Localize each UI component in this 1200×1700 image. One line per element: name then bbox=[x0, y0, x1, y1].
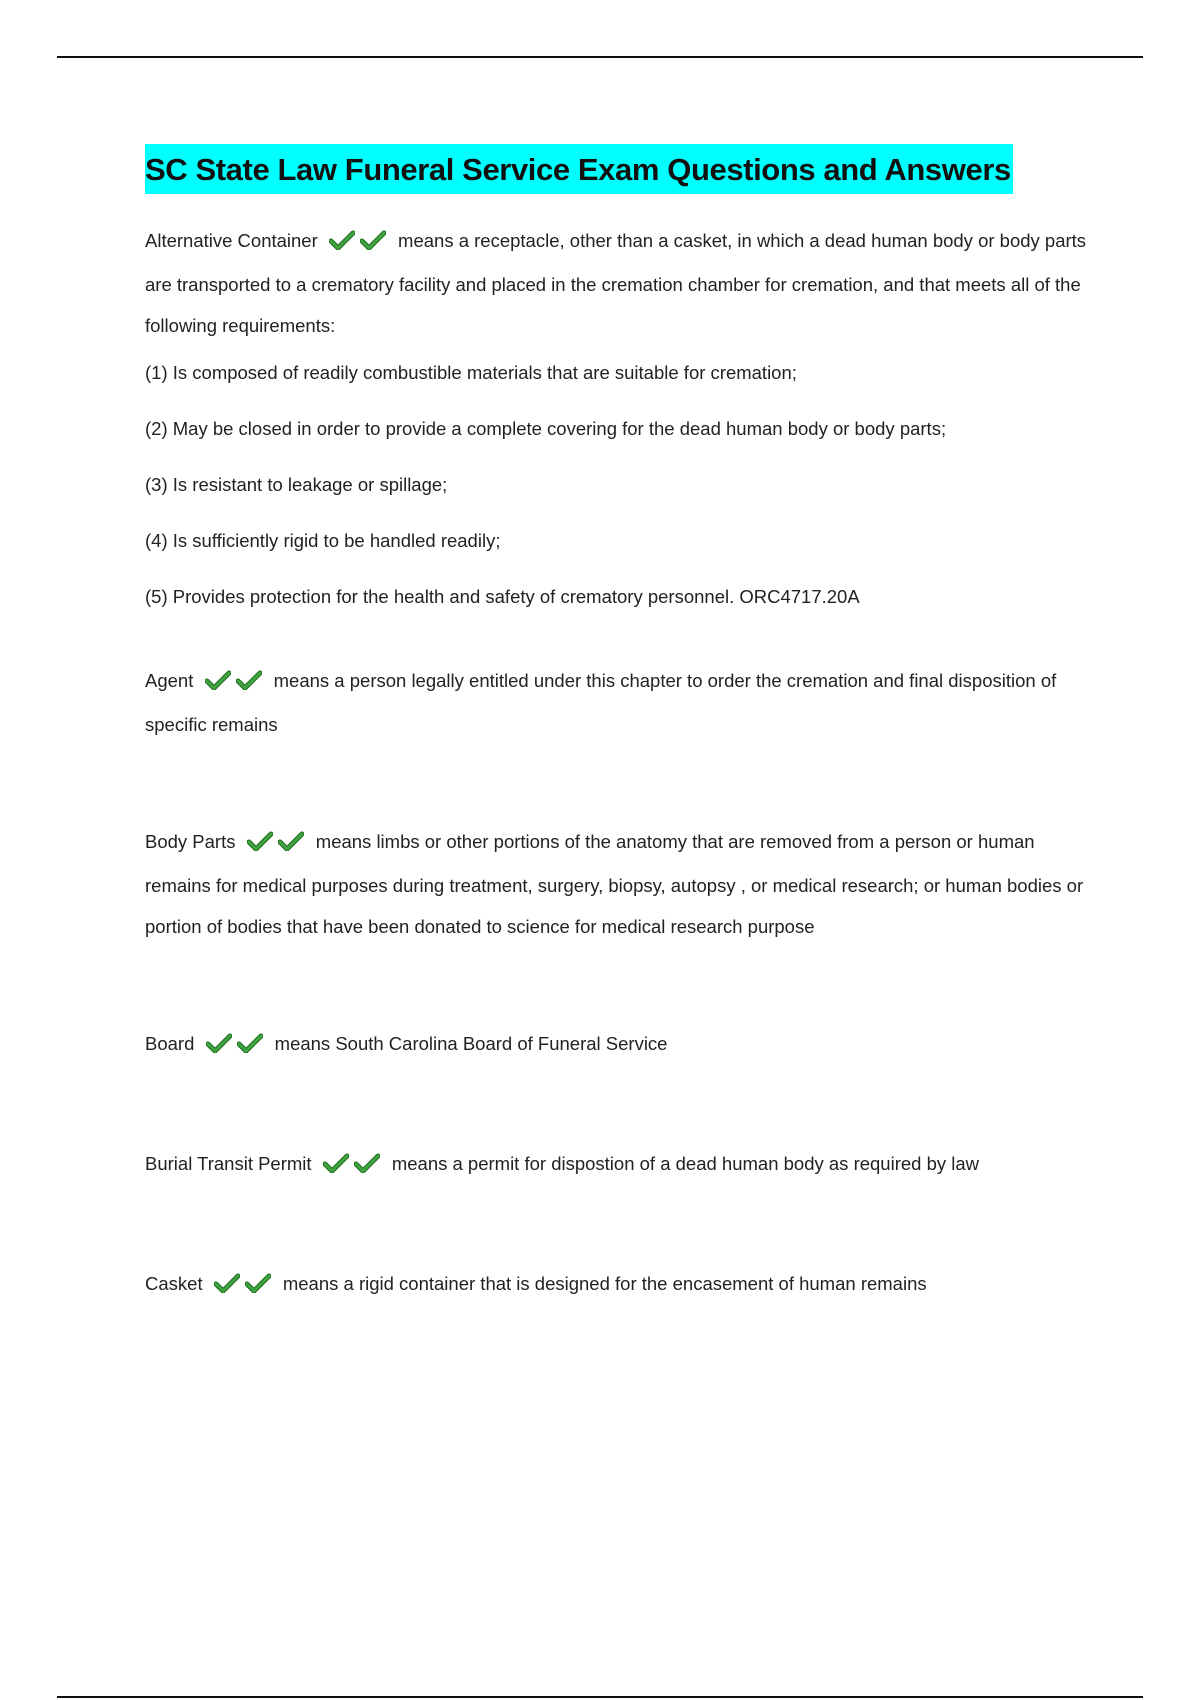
answer-checks bbox=[205, 663, 267, 704]
top-rule bbox=[57, 56, 1143, 58]
term-entry bbox=[145, 1143, 1095, 1187]
check-mark-icon bbox=[205, 670, 231, 690]
check-mark-icon bbox=[278, 831, 304, 851]
document-body bbox=[145, 144, 1095, 1307]
check-mark-icon bbox=[245, 1273, 271, 1293]
term-label: Alternative Container bbox=[145, 230, 318, 251]
term-definition: means a rigid container that is designed for the encasement of human remains bbox=[282, 1273, 927, 1294]
term-label: Body Parts bbox=[145, 831, 236, 852]
check-mark-icon bbox=[206, 1033, 232, 1053]
term-entry bbox=[145, 1023, 1095, 1067]
list-item: (3) Is resistant to leakage or spillage; bbox=[145, 474, 448, 495]
list-item: (1) Is composed of readily combustible materials that are suitable for cremation; bbox=[145, 362, 797, 383]
term-label: Agent bbox=[145, 670, 194, 691]
answer-checks bbox=[206, 1026, 268, 1067]
check-mark-icon bbox=[354, 1153, 380, 1173]
answer-checks bbox=[323, 1146, 385, 1187]
list-item: (4) Is sufficiently rigid to be handled readily; bbox=[145, 530, 501, 551]
check-mark-icon bbox=[236, 670, 262, 690]
check-mark-icon bbox=[323, 1153, 349, 1173]
check-mark-icon bbox=[329, 230, 355, 250]
term-definition: means South Carolina Board of Funeral Service bbox=[274, 1033, 668, 1054]
list-item: (2) May be closed in order to provide a complete covering for the dead human body or body parts; bbox=[145, 418, 947, 439]
bottom-rule bbox=[57, 1696, 1143, 1698]
check-mark-icon bbox=[247, 831, 273, 851]
term-entry bbox=[145, 821, 1095, 947]
term-label: Burial Transit Permit bbox=[145, 1153, 312, 1174]
term-definition: means limbs or other portions of the anatomy that are removed from a person or human remains for medical purposes during treatment, surgery, biopsy, autopsy , or medical research; or human bodies or portion of bodies that have been donated to science for medical research purpose bbox=[145, 831, 1084, 937]
requirements-list bbox=[145, 360, 1095, 610]
term-label: Casket bbox=[145, 1273, 203, 1294]
check-mark-icon bbox=[360, 230, 386, 250]
title-wrap bbox=[145, 144, 1095, 200]
term-label: Board bbox=[145, 1033, 195, 1054]
answer-checks bbox=[214, 1266, 276, 1307]
term-definition: means a permit for dispostion of a dead human body as required by law bbox=[391, 1153, 980, 1174]
term-entry bbox=[145, 660, 1095, 745]
list-item: (5) Provides protection for the health and safety of crematory personnel. ORC4717.20A bbox=[145, 586, 860, 607]
term-entry bbox=[145, 1263, 1095, 1307]
check-mark-icon bbox=[237, 1033, 263, 1053]
term-entry bbox=[145, 220, 1095, 610]
answer-checks bbox=[247, 824, 309, 865]
page-title: SC State Law Funeral Service Exam Questions and Answers bbox=[145, 144, 1013, 194]
check-mark-icon bbox=[214, 1273, 240, 1293]
answer-checks bbox=[329, 223, 391, 264]
term-definition: means a receptacle, other than a casket, in which a dead human body or body parts are transported to a crematory facility and placed in the cremation chamber for cremation, and that meets all of the following requirements: bbox=[145, 230, 1087, 336]
term-definition: means a person legally entitled under this chapter to order the cremation and final disposition of specific remains bbox=[145, 670, 1057, 735]
